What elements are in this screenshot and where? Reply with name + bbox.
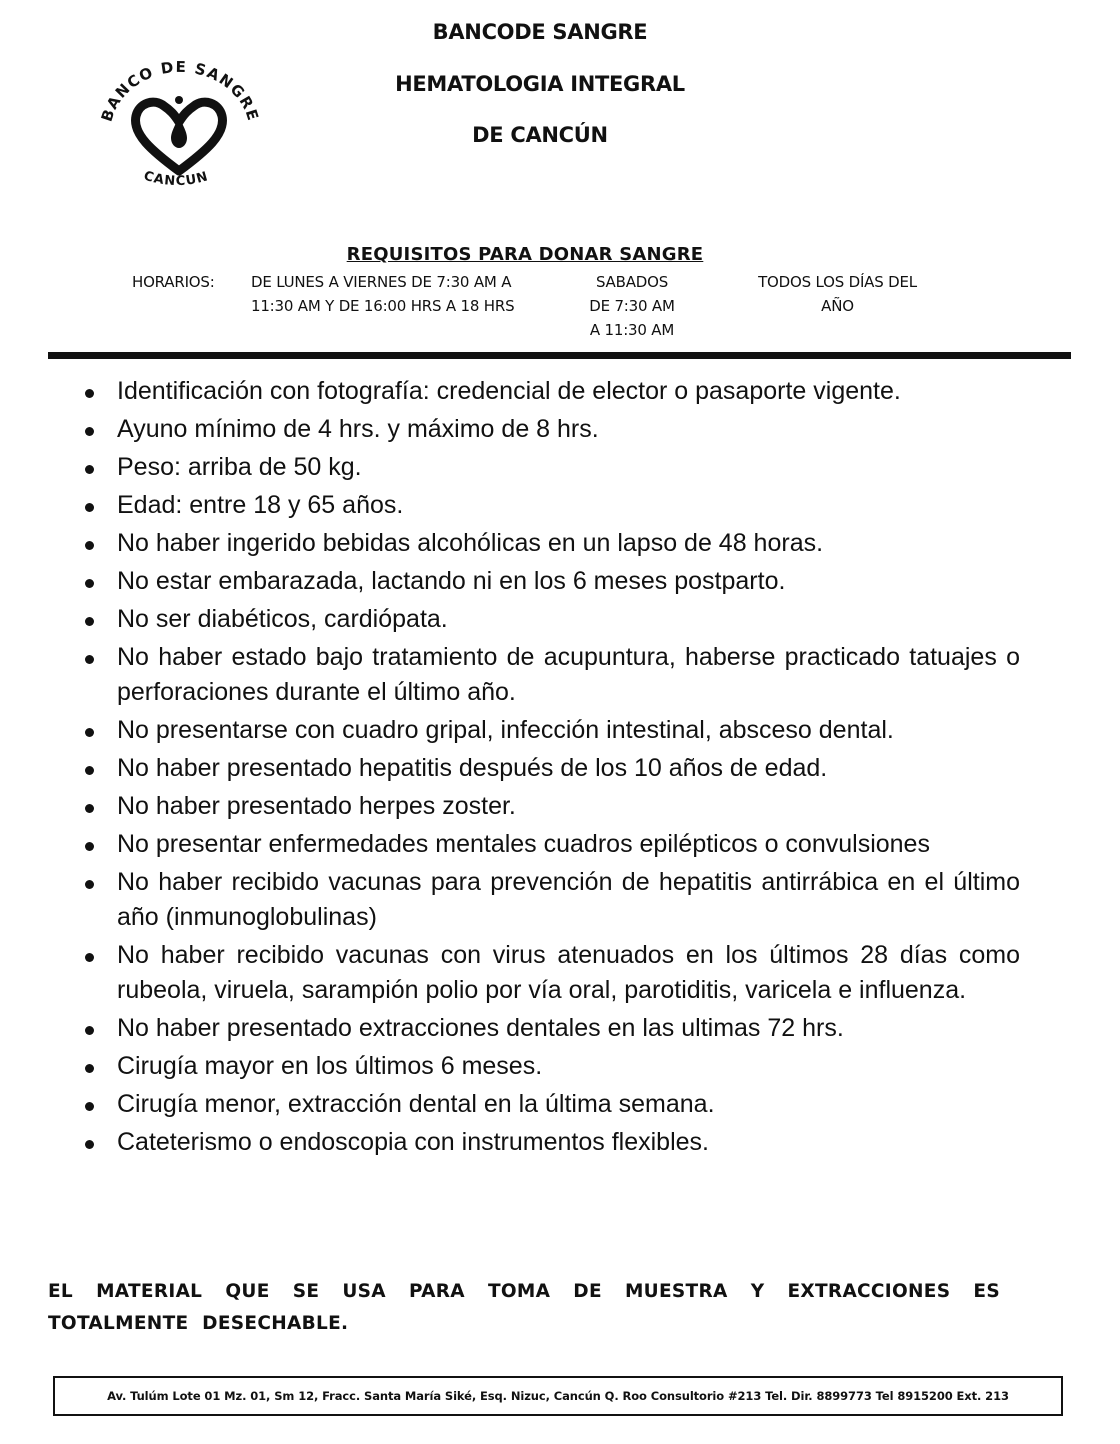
header-line-1: BANCODE SANGRE bbox=[432, 20, 648, 44]
list-item: No haber presentado extracciones dentales en las ultimas 72 hrs. bbox=[80, 1011, 1020, 1046]
list-item: No haber ingerido bebidas alcohólicas en un lapso de 48 horas. bbox=[80, 526, 1020, 561]
section-divider bbox=[48, 352, 1071, 359]
heart-drop-icon bbox=[92, 56, 267, 206]
schedule-weekdays-line: 11:30 AM Y DE 16:00 HRS A 18 HRS bbox=[251, 297, 515, 315]
list-item: No haber presentado hepatitis después de los 10 años de edad. bbox=[80, 751, 1020, 786]
list-item: Identificación con fotografía: credencial de elector o pasaporte vigente. bbox=[80, 374, 1020, 409]
disposable-material-notice: EL MATERIAL QUE SE USA PARA TOMA DE MUESTRA Y EXTRACCIONES ES TOTALMENTE DESECHABLE. bbox=[48, 1281, 1000, 1334]
list-item: No haber presentado herpes zoster. bbox=[80, 789, 1020, 824]
svg-text:BANCO DE SANGRE: BANCO DE SANGRE bbox=[97, 57, 263, 124]
schedule-all-days-line: AÑO bbox=[821, 297, 854, 315]
schedule-saturdays-line: SABADOS bbox=[595, 273, 669, 291]
header-line-2: HEMATOLOGIA INTEGRAL bbox=[395, 72, 685, 96]
schedule-weekdays-line: DE LUNES A VIERNES DE 7:30 AM A bbox=[251, 273, 512, 291]
list-item: Cirugía mayor en los últimos 6 meses. bbox=[80, 1049, 1020, 1084]
schedule-saturdays bbox=[562, 270, 702, 342]
list-item: Cirugía menor, extracción dental en la última semana. bbox=[80, 1087, 1020, 1122]
header-line-3: DE CANCÚN bbox=[472, 123, 608, 147]
requirements-list bbox=[80, 374, 1020, 1163]
footer-address: Av. Tulúm Lote 01 Mz. 01, Sm 12, Fracc. Santa María Siké, Esq. Nizuc, Cancún Q. Roo Consultorio #213 Tel. Dir. 8899773 Tel 8915200 Ext. 213 bbox=[107, 1389, 1009, 1403]
list-item: No haber recibido vacunas con virus atenuados en los últimos 28 días como rubeola, viruela, sarampión polio por vía oral, parotiditis, varicela e influenza. bbox=[80, 938, 1020, 1008]
schedule-saturdays-line: DE 7:30 AM bbox=[589, 297, 675, 315]
schedule-label: HORARIOS: bbox=[132, 273, 215, 291]
list-item: No estar embarazada, lactando ni en los 6 meses postparto. bbox=[80, 564, 1020, 599]
schedule-saturdays-line: A 11:30 AM bbox=[589, 321, 675, 339]
list-item: No haber estado bajo tratamiento de acupuntura, haberse practicado tatuajes o perforaciones durante el último año. bbox=[80, 640, 1020, 710]
list-item: Cateterismo o endoscopia con instrumentos flexibles. bbox=[80, 1125, 1020, 1160]
requirements-heading: REQUISITOS PARA DONAR SANGRE bbox=[346, 244, 704, 265]
list-item: No ser diabéticos, cardiópata. bbox=[80, 602, 1020, 637]
list-item: Ayuno mínimo de 4 hrs. y máximo de 8 hrs. bbox=[80, 412, 1020, 447]
list-item: No haber recibido vacunas para prevención de hepatitis antirrábica en el último año (inmunoglobulinas) bbox=[80, 865, 1020, 935]
list-item: Peso: arriba de 50 kg. bbox=[80, 450, 1020, 485]
blood-bank-logo bbox=[92, 56, 267, 206]
schedule-all-days-line: TODOS LOS DÍAS DEL bbox=[758, 273, 917, 291]
list-item: Edad: entre 18 y 65 años. bbox=[80, 488, 1020, 523]
schedule-weekdays bbox=[251, 270, 514, 318]
list-item: No presentarse con cuadro gripal, infección intestinal, absceso dental. bbox=[80, 713, 1020, 748]
footer-address-box bbox=[53, 1376, 1063, 1416]
schedule-all-days bbox=[750, 270, 925, 318]
svg-text:CANCUN: CANCUN bbox=[141, 168, 211, 190]
list-item: No presentar enfermedades mentales cuadros epilépticos o convulsiones bbox=[80, 827, 1020, 862]
